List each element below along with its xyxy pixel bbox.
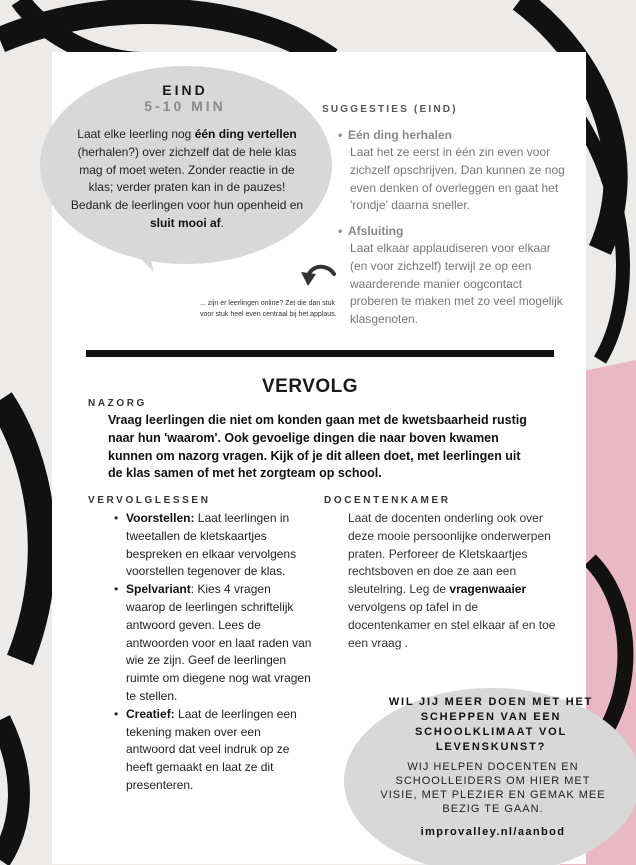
section-divider [86,350,554,357]
suggestions-heading: SUGGESTIES (EIND) [322,104,458,115]
curved-arrow-icon [298,260,340,294]
vervolg-title: VERVOLG [261,376,359,397]
cta-link[interactable]: improvalley.nl/aanbod [420,826,566,838]
suggestion-body: Laat elkaar applaudiseren voor elkaar (en voor zichzelf) terwijl ze op een waarderende manier oogcontact proberen te maken met zo veel mogelijk klasgenoten. [350,241,563,327]
suggestion-body: Laat het ze eerst in één zin even voor zichzelf opschrijven. Dan kunnen ze nog even denken of overleggen en gaat het 'rondje' daarna sneller. [350,145,565,213]
suggestion-item [338,222,570,329]
online-note: ... zijn er leerlingen online? Zet die dan stuk voor stuk heel even centraal bij het applaus. [200,300,337,318]
speech-bubble-tail [118,236,158,276]
bullet: • [114,582,119,597]
eind-instructions: Laat elke leerling nog één ding vertellen (herhalen?) over zichzelf dat de hele klas mag of moet weten. Zonder reactie in de klas; verder praten kan in de pauzes! Bedank de leerlingen voor hun openheid en sluit mooi af. [70,127,304,230]
suggestion-item [338,126,570,215]
bullet: • [338,224,343,238]
lesson-label: Creatief: [126,706,175,721]
docentenkamer-text: Laat de docenten onderling ook over deze mooie persoonlijke onderwerpen praten. Perforeer de Kletskaartjes rechtsboven en doe ze aan een sleutelring. Leg de vragenwaaier vervolgens op tafel in de docentenkamer en stel elkaar af en toe een vraag . [348,511,556,650]
bullet: • [114,511,119,525]
nazorg-text: Vraag leerlingen die niet om konden gaan met de kwetsbaarheid rustig naar hun 'waarom'. Ook gevoelige dingen die naar boven kwamen kunnen om nazorg vragen. Kijk of je dit alleen doet, met leerlingen uit de klas samen of met het zorgteam op school. [108,413,527,481]
cta-body: WIJ HELPEN DOCENTEN EN SCHOOLLEIDERS OM HIER MET VISIE, MET PLEZIER EN GEMAK MEE BEZIG TE GAAN. [380,761,606,815]
suggestion-title: Afsluiting [348,224,404,238]
bullet: • [338,128,343,142]
eind-title: EIND [162,82,208,98]
list-item [108,581,312,706]
nazorg-heading: NAZORG [88,398,147,409]
list-item [108,706,312,795]
lesson-text: : Kies 4 vragen waarop de leerlingen schriftelijk antwoord geven. Lees de antwoorden voor en laat raden van wie ze zijn. Geef de leerlingen ruimte om diegene nog wat vragen te stellen. [126,582,312,703]
lesson-text: Laat de leerlingen een tekening maken over een antwoord dat veel indruk op ze heeft gemaakt en laat ze dit presenteren. [126,706,297,792]
docentenkamer-heading: DOCENTENKAMER [324,495,451,506]
list-item [108,510,312,581]
lesson-label: Spelvariant [126,582,191,597]
vervolglessen-list [108,510,312,795]
lesson-text: Laat leerlingen in tweetallen de kletskaartjes bespreken en elkaar vervolgens voorstellen tegenover de klas. [126,511,297,579]
lesson-label: Voorstellen: [126,511,195,525]
bullet: • [114,706,119,721]
vervolglessen-heading: VERVOLGLESSEN [88,495,211,506]
eind-duration: 5-10 MIN [144,98,226,114]
suggestion-title: Eén ding herhalen [348,128,453,142]
cta-heading: WIL JIJ MEER DOEN MET HET SCHEPPEN VAN EEN SCHOOLKLIMAAT VOL LEVENSKUNST? [388,696,594,753]
